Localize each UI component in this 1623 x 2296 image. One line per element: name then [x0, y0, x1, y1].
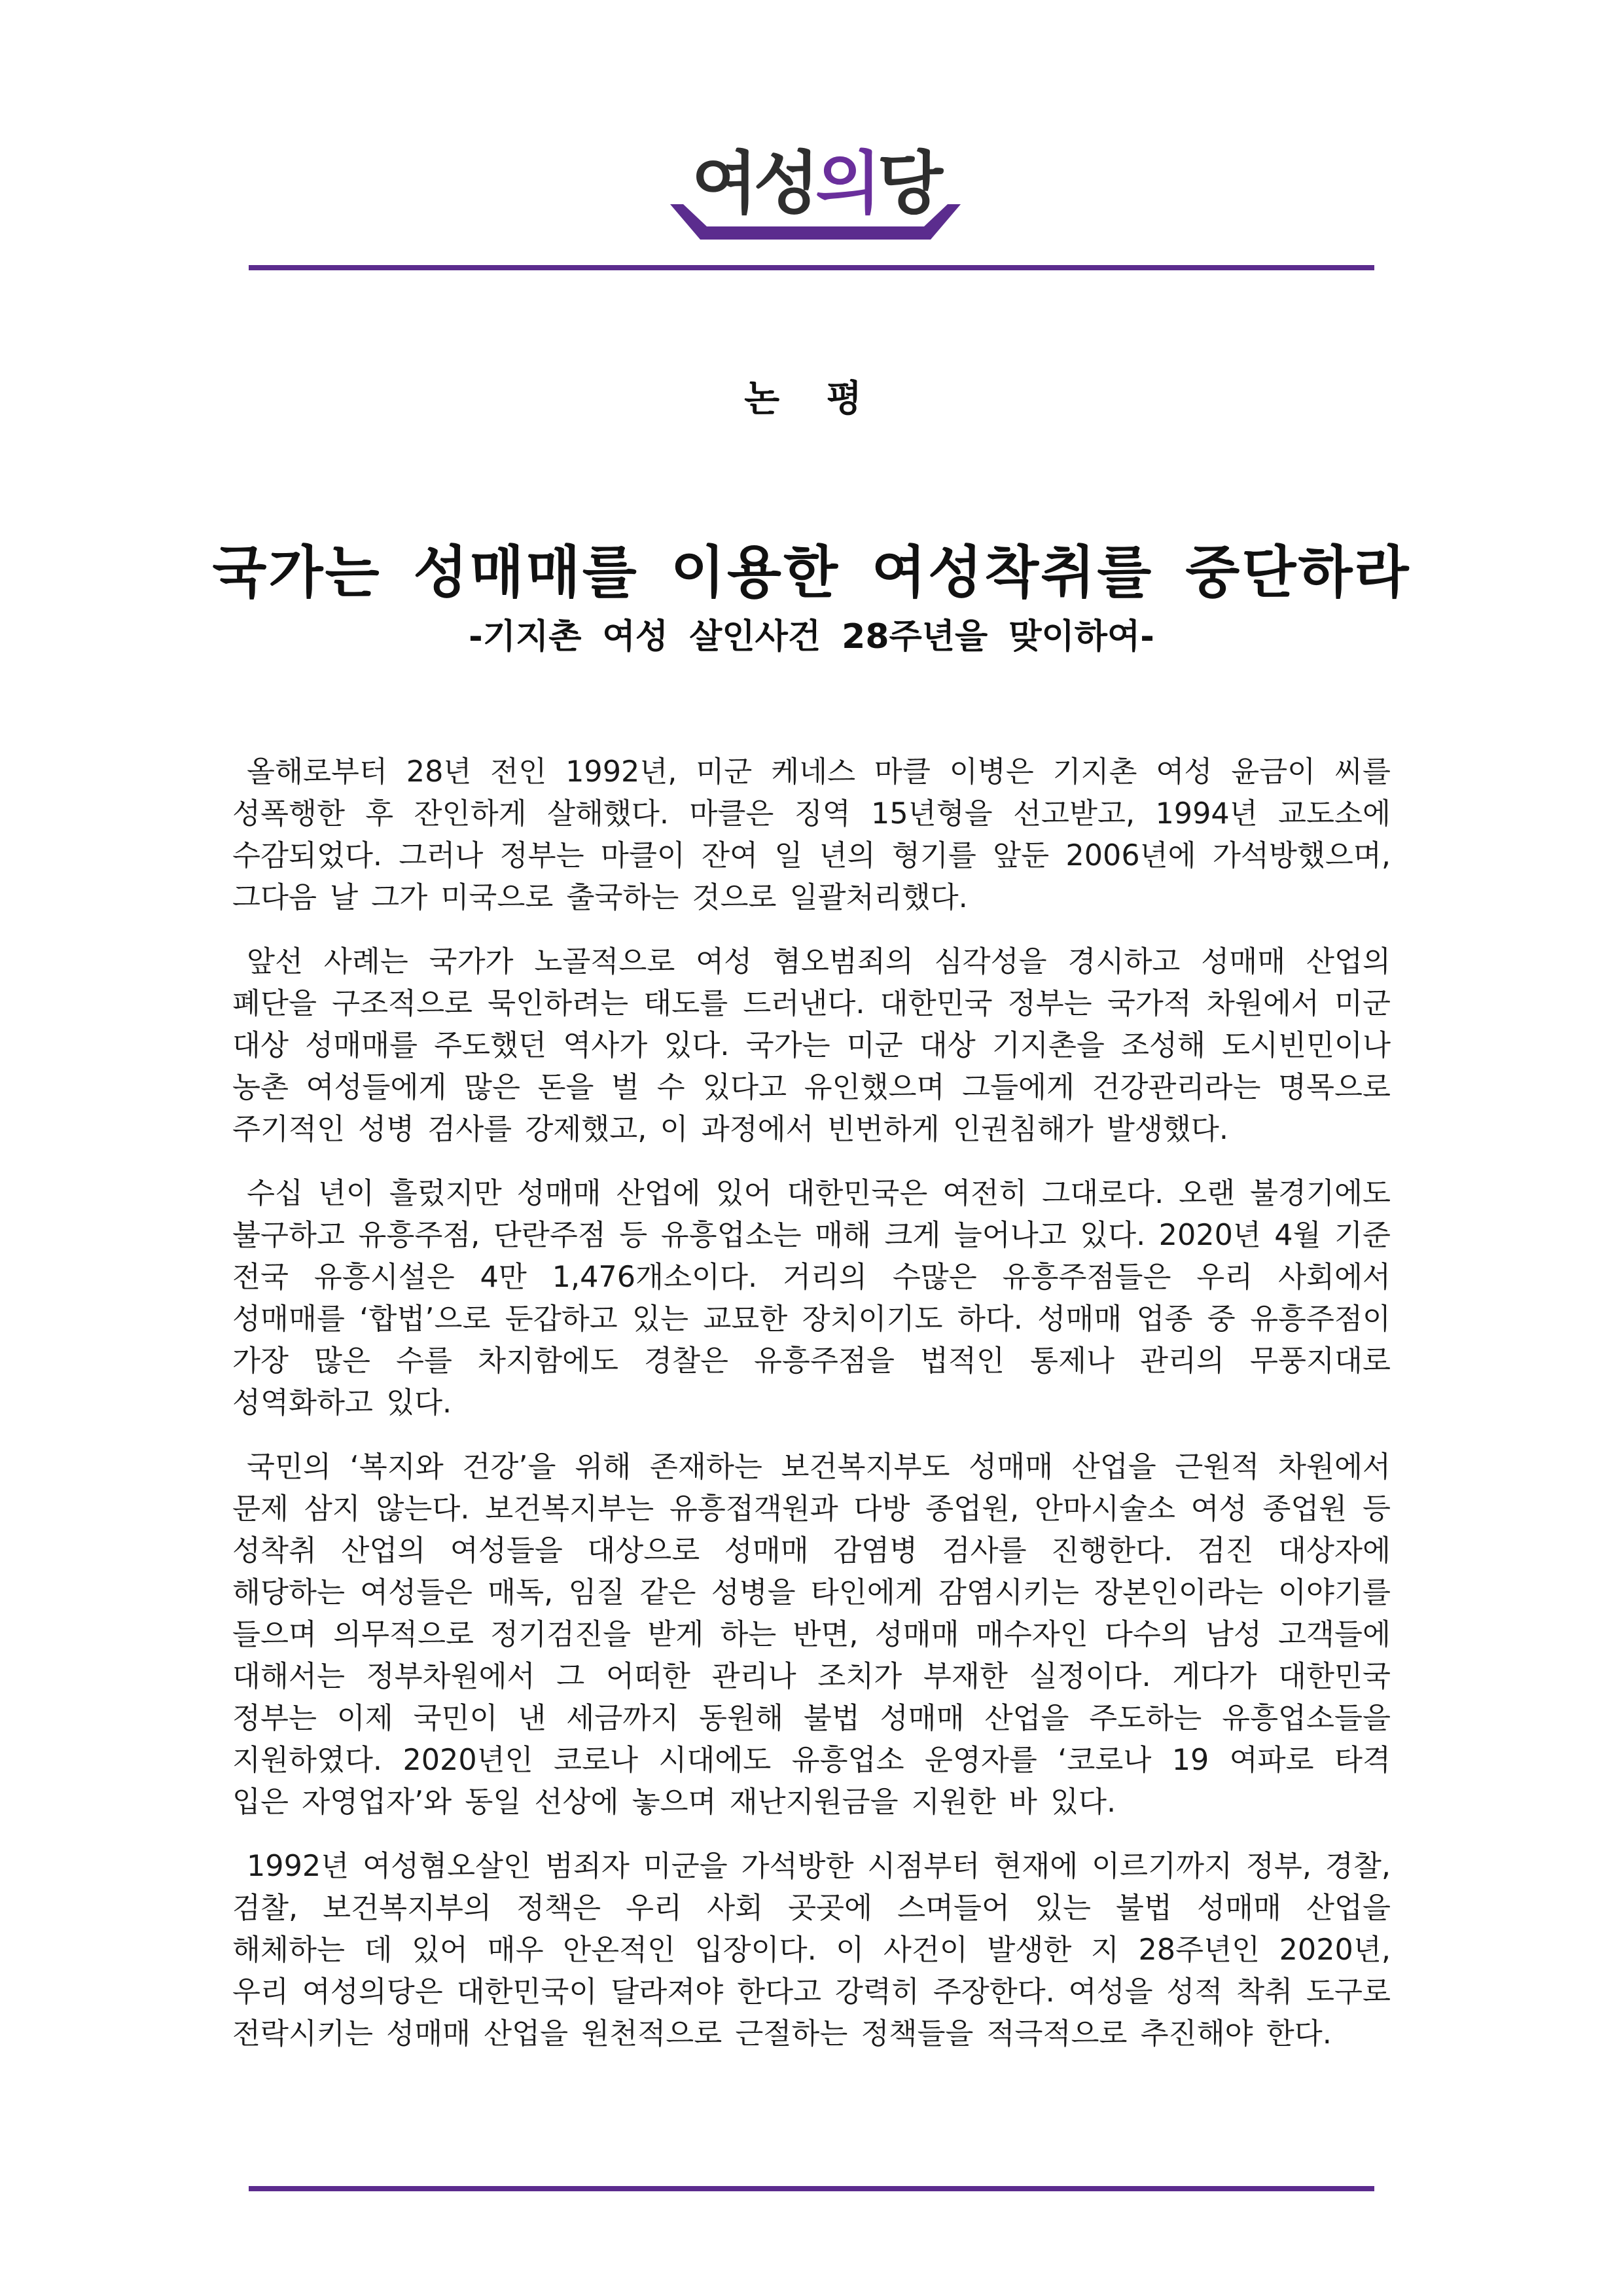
paragraph: 수십 년이 흘렀지만 성매매 산업에 있어 대한민국은 여전히 그대로다. 오랜 불경기에도 불구하고 유흥주점, 단란주점 등 유흥업소는 매해 크게 늘어나고 있다. 2020년 4월 기준 전국 유흥시설은 4만 1,476개소이다. 거리의 수많은 유흥주점들은 우리 사회에서 성매매를 ‘합법’으로 둔갑하고 있는 교묘한 장치이기도 하다. 성매매 업종 중 유흥주점이 가장 많은 수를 차지함에도 경찰은 유흥주점을 법적인 통제나 관리의 무풍지대로 성역화하고 있다.: [232, 1177, 1391, 1420]
paragraph: 올해로부터 28년 전인 1992년, 미군 케네스 마클 이병은 기지촌 여성 윤금이 씨를 성폭행한 후 잔인하게 살해했다. 마클은 징역 15년형을 선고받고, 1994년 교도소에 수감되었다. 그러나 정부는 마클이 잔여 일 년의 형기를 앞둔 2006년에 가석방했으며, 그다음 날 그가 미국으로 출국하는 것으로 일괄처리했다.: [232, 755, 1391, 914]
footer-divider: [249, 2186, 1374, 2191]
logo-text-accent: 의: [815, 143, 878, 223]
document-type: 논 평: [744, 378, 879, 420]
logo-text-after: 당: [877, 143, 939, 223]
party-logo: [665, 144, 966, 249]
page-subtitle: -기지촌 여성 살인사건 28주년을 맞이하여-: [469, 617, 1154, 656]
header-divider: [249, 265, 1374, 270]
logo-text-before: 여성: [692, 143, 815, 223]
paragraph: 앞선 사례는 국가가 노골적으로 여성 혐오범죄의 심각성을 경시하고 성매매 산업의 폐단을 구조적으로 묵인하려는 태도를 드러낸다. 대한민국 정부는 국가적 차원에서 미군 대상 성매매를 주도했던 역사가 있다. 국가는 미군 대상 기지촌을 조성해 도시빈민이나 농촌 여성들에게 많은 돈을 벌 수 있다고 유인했으며 그들에게 건강관리라는 명목으로 주기적인 성병 검사를 강제했고, 이 과정에서 빈번하게 인권침해가 발생했다.: [232, 945, 1391, 1146]
paragraph: 1992년 여성혐오살인 범죄자 미군을 가석방한 시점부터 현재에 이르기까지 정부, 경찰, 검찰, 보건복지부의 정책은 우리 사회 곳곳에 스며들어 있는 불법 성매매 산업을 해체하는 데 있어 매우 안온적인 입장이다. 이 사건이 발생한 지 28주년인 2020년, 우리 여성의당은 대한민국이 달라져야 한다고 강력히 주장한다. 여성을 성적 착취 도구로 전락시키는 성매매 산업을 원천적으로 근절하는 정책들을 적극적으로 추진해야 한다.: [232, 1850, 1391, 2051]
paragraph: 국민의 ‘복지와 건강’을 위해 존재하는 보건복지부도 성매매 산업을 근원적 차원에서 문제 삼지 않는다. 보건복지부는 유흥접객원과 다방 종업원, 안마시술소 여성 종업원 등 성착취 산업의 여성들을 대상으로 성매매 감염병 검사를 진행한다. 검진 대상자에 해당하는 여성들은 매독, 임질 같은 성병을 타인에게 감염시키는 장본인이라는 이야기를 들으며 의무적으로 정기검진을 받게 하는 반면, 성매매 매수자인 다수의 남성 고객들에 대해서는 정부차원에서 그 어떠한 관리나 조치가 부재한 실정이다. 게다가 대한민국 정부는 이제 국민이 낸 세금까지 동원해 불법 성매매 산업을 주도하는 유흥업소들을 지원하였다. 2020년인 코로나 시대에도 유흥업소 운영자를 ‘코로나 19 여파로 타격 입은 자영업자’와 동일 선상에 놓으며 재난지원금을 지원한 바 있다.: [232, 1450, 1391, 1819]
logo-wordmark: [665, 144, 966, 223]
page-title: 국가는 성매매를 이용한 여성착취를 중단하라: [212, 540, 1411, 605]
body-text: [232, 751, 1391, 2077]
